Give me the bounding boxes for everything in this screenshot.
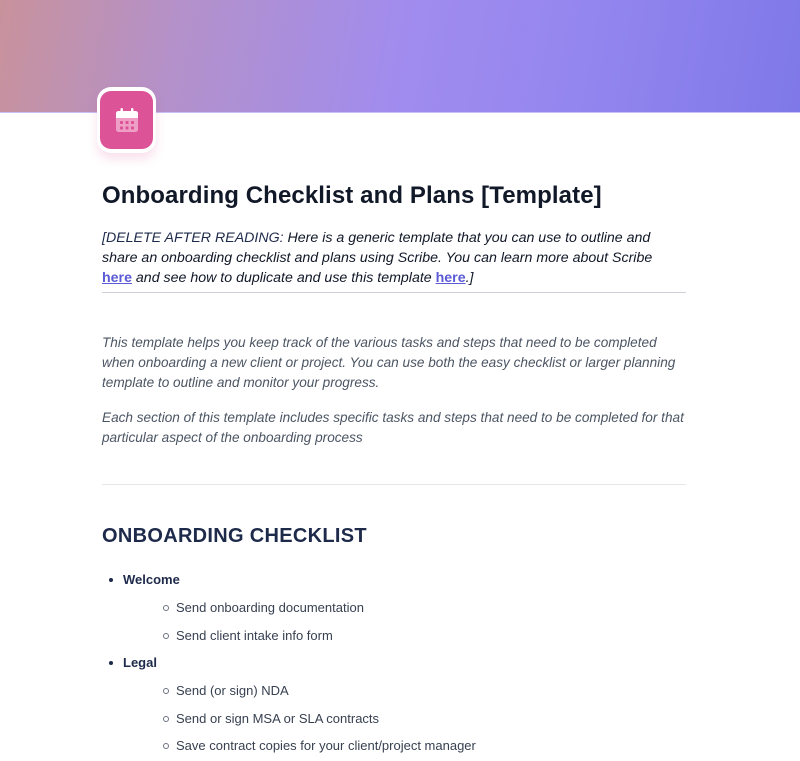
divider bbox=[102, 292, 686, 293]
callout-suffix: .] bbox=[465, 270, 474, 286]
page-title: Onboarding Checklist and Plans [Template] bbox=[102, 182, 602, 209]
callout-prefix: [DELETE AFTER READING: bbox=[102, 230, 284, 246]
circle-bullet-icon bbox=[163, 688, 169, 694]
learn-more-link[interactable]: here bbox=[102, 270, 132, 286]
checklist-sublist bbox=[123, 681, 686, 756]
bullet-icon bbox=[109, 661, 113, 665]
list-item bbox=[123, 736, 686, 756]
list-item-text: Send or sign MSA or SLA contracts bbox=[176, 710, 380, 726]
list-item bbox=[123, 709, 686, 729]
list-item-text: Send onboarding documentation bbox=[176, 600, 364, 615]
calendar-icon bbox=[115, 107, 139, 133]
circle-bullet-icon bbox=[163, 605, 169, 611]
list-item bbox=[123, 681, 686, 701]
section-heading: ONBOARDING CHECKLIST bbox=[102, 525, 367, 547]
list-item-text: Send (or sign) NDA bbox=[176, 683, 289, 698]
intro-paragraph: Each section of this template includes specific tasks and steps that need to be completed for that particular aspect of the onboarding process bbox=[102, 410, 684, 445]
circle-bullet-icon bbox=[163, 633, 169, 639]
page-icon-tile bbox=[100, 91, 153, 149]
circle-bullet-icon bbox=[163, 743, 169, 749]
delete-after-reading-note bbox=[102, 228, 686, 288]
list-item bbox=[123, 598, 686, 618]
intro-paragraph: This template helps you keep track of the various tasks and steps that need to be completed when onboarding a new client or project. You can use both the easy checklist or larger planning template to outline and monitor your progress. bbox=[102, 335, 676, 390]
onboarding-checklist bbox=[102, 570, 686, 761]
checklist-group-legal bbox=[102, 653, 686, 756]
checklist-group-welcome bbox=[102, 570, 686, 646]
checklist-sublist bbox=[123, 598, 686, 646]
duplicate-template-link[interactable]: here bbox=[435, 270, 466, 286]
callout-text-1: Here is a generic template that you can use to outline and share an onboarding checklist and plans using Scribe. You can learn more about Scribe bbox=[102, 230, 653, 266]
list-item bbox=[123, 626, 686, 646]
list-item-text: Send client intake info form bbox=[176, 627, 333, 643]
bullet-icon bbox=[109, 578, 113, 582]
divider bbox=[102, 484, 686, 485]
checklist-group-label: Welcome bbox=[123, 572, 180, 587]
circle-bullet-icon bbox=[163, 716, 169, 722]
list-item-text: Save contract copies for your client/project manager bbox=[176, 738, 476, 753]
intro-text bbox=[102, 333, 686, 448]
checklist-group-label: Legal bbox=[123, 655, 157, 670]
callout-text-2: and see how to duplicate and use this template bbox=[131, 270, 436, 286]
page-icon[interactable] bbox=[97, 87, 156, 153]
